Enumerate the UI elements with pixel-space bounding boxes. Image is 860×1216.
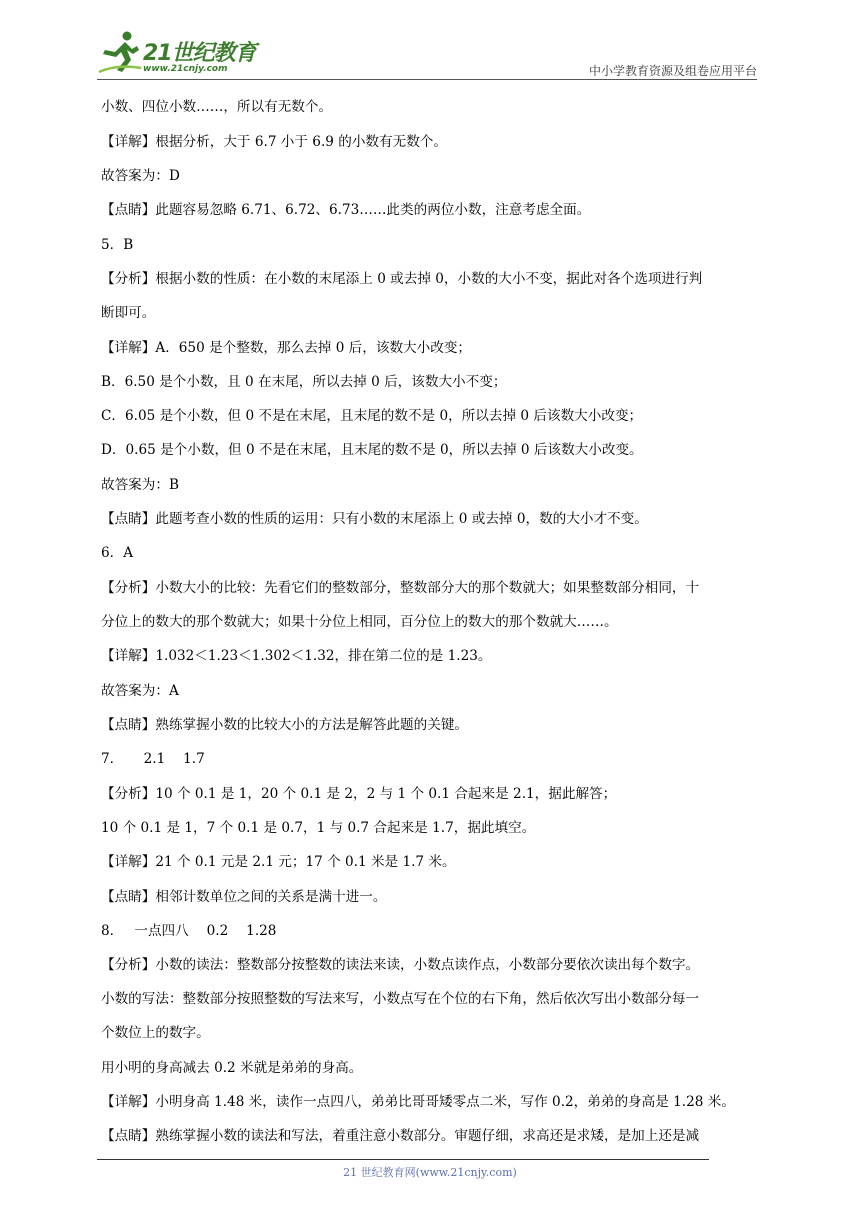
text-line: 用小明的身高减去 0.2 米就是弟弟的身高。 xyxy=(101,1060,363,1076)
text-line: 【点睛】相邻计数单位之间的关系是满十进一。 xyxy=(101,889,387,905)
text-line: 断即可。 xyxy=(101,305,156,321)
text-line: 故答案为：B xyxy=(101,477,179,493)
footer-divider xyxy=(97,1159,709,1160)
text-line: 【点睛】熟练掌握小数的比较大小的方法是解答此题的关键。 xyxy=(101,717,469,733)
text-line: 分位上的数大的那个数就大；如果十分位上相同，百分位上的数大的那个数就大……。 xyxy=(101,614,618,630)
text-line: 【分析】小数大小的比较：先看它们的整数部分，整数部分大的那个数就大；如果整数部分相同，十 xyxy=(101,580,700,596)
text-line: 【详解】1.032＜1.23＜1.302＜1.32，排在第二位的是 1.23。 xyxy=(101,648,492,664)
site-logo xyxy=(97,28,267,76)
page-header xyxy=(97,28,757,80)
header-divider xyxy=(97,79,757,80)
text-line: B．6.50 是个小数，且 0 在末尾，所以去掉 0 后，该数大小不变； xyxy=(101,374,507,390)
page-footer: 21 世纪教育网(www.21cnjy.com) xyxy=(343,1166,517,1179)
text-line: 故答案为：A xyxy=(101,683,179,699)
text-line: 【点睛】熟练掌握小数的读法和写法，着重注意小数部分。审题仔细，求高还是求矮，是加上还是减 xyxy=(101,1128,700,1144)
text-line: 故答案为：D xyxy=(101,168,180,184)
text-line: 7． 2.1 1.7 xyxy=(101,751,205,767)
text-line: D．0.65 是个小数，但 0 不是在末尾，且末尾的数不是 0，所以去掉 0 后该数大小改变。 xyxy=(101,442,643,458)
text-line: 【点睛】此题考查小数的性质的运用：只有小数的末尾添上 0 或去掉 0，数的大小才不变。 xyxy=(101,511,648,527)
text-line: 小数的写法：整数部分按照整数的写法来写，小数点写在个位的右下角，然后依次写出小数部分每一 xyxy=(101,991,700,1007)
platform-name: 中小学教育资源及组卷应用平台 xyxy=(588,64,757,78)
text-line: 【详解】A．650 是个整数，那么去掉 0 后，该数大小改变； xyxy=(101,340,472,356)
logo-text: 21世纪教育 xyxy=(143,41,256,66)
text-line: C．6.05 是个小数，但 0 不是在末尾，且末尾的数不是 0，所以去掉 0 后该数大小改变； xyxy=(101,408,643,424)
runner-logo-icon xyxy=(97,28,143,76)
text-line: 【详解】小明身高 1.48 米，读作一点四八，弟弟比哥哥矮零点二米，写作 0.2，弟弟的身高是 1.28 米。 xyxy=(101,1094,735,1110)
text-line: 10 个 0.1 是 1，7 个 0.1 是 0.7，1 与 0.7 合起来是 1.7，据此填空。 xyxy=(101,820,536,836)
text-line: 8． 一点四八 0.2 1.28 xyxy=(101,923,277,939)
text-line: 【详解】根据分析，大于 6.7 小于 6.9 的小数有无数个。 xyxy=(101,134,447,150)
text-line: 【分析】根据小数的性质：在小数的末尾添上 0 或去掉 0，小数的大小不变，据此对各个选项进行判 xyxy=(101,271,703,287)
text-line: 【详解】21 个 0.1 元是 2.1 元；17 个 0.1 米是 1.7 米。 xyxy=(101,854,456,870)
text-line: 【分析】小数的读法：整数部分按整数的读法来读，小数点读作点，小数部分要依次读出每个数字。 xyxy=(101,957,700,973)
text-line: 小数、四位小数……，所以有无数个。 xyxy=(101,99,333,115)
text-line: 6．A xyxy=(101,545,134,561)
text-line: 个数位上的数字。 xyxy=(101,1025,210,1041)
text-line: 【点睛】此题容易忽略 6.71、6.72、6.73……此类的两位小数，注意考虑全面。 xyxy=(101,202,591,218)
text-line: 【分析】10 个 0.1 是 1，20 个 0.1 是 2，2 与 1 个 0.1 合起来是 2.1，据此解答； xyxy=(101,786,617,802)
logo-url: www.21cnjy.com xyxy=(143,64,228,74)
text-line: 5．B xyxy=(101,237,134,253)
